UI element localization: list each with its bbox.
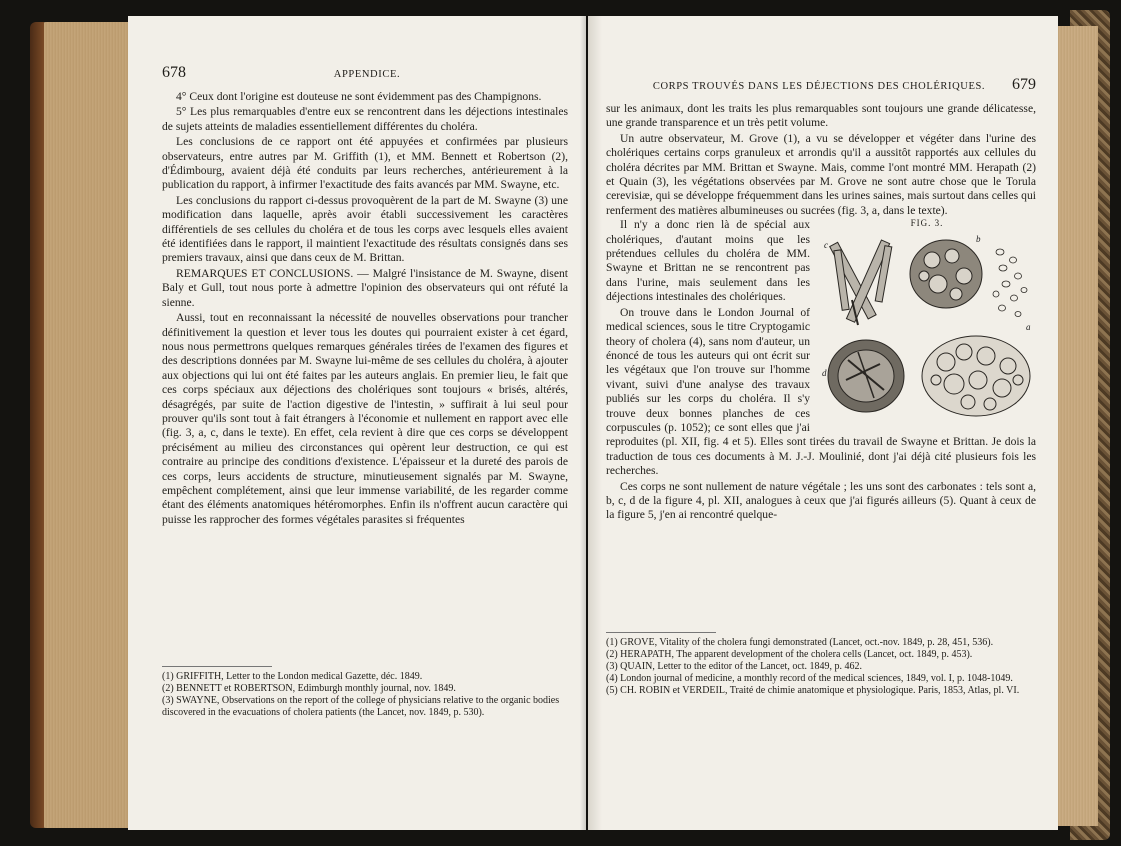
paragraph: On trouve dans le London Journal of medical sciences, sous le titre Cryptogamic theory of cholera (4), sans nom d'auteur, un énoncé de tous les auteurs qui ont écrit sur les végétaux que l'on trouve sur l'homme vivant, suivi d'une analyse des travaux publiés sur les corps du choléra. Il s'y trouve deux bonnes planches de ces corpuscules (p. 1052); ce sont elles que j'ai reproduites (pl. XII, fig. 4 et 5). Elles sont tirées du travail de Swayne et Brittan. Je dois la traduction de tous ces documents à M. J.-J. Moulinié, dont j'ai déjà cité plusieurs fois les recherches. <box>606 305 1036 478</box>
footnote: (1) GROVE, Vitality of the cholera fungi demonstrated (Lancet, oct.-nov. 1849, p. 28, 451, 536). <box>606 637 994 648</box>
footnote-separator <box>606 632 716 633</box>
right-page <box>588 16 1058 830</box>
figure-letter: c <box>824 240 828 251</box>
page-edges-right <box>1052 26 1098 826</box>
left-page <box>128 16 586 830</box>
left-running-head: APPENDICE. <box>333 69 401 80</box>
footnote-separator <box>162 666 272 667</box>
right-footnotes <box>606 632 1036 697</box>
footnote: (4) London journal of medicine, a monthly record of the medical sciences, 1849, vol. I, p. 1048-1049. <box>606 673 1013 684</box>
footnote: (5) CH. ROBIN et VERDEIL, Traité de chimie anatomique et physiologique. Paris, 1853, Atlas, pl. VI. <box>606 685 1020 696</box>
figure-3-engraving <box>818 230 1036 426</box>
footnote: (2) HERAPATH, The apparent development of the cholera cells (Lancet, oct. 1849, p. 453). <box>606 649 973 660</box>
paragraph: Un autre observateur, M. Grove (1), a vu se développer et végéter dans l'urine des cholériques certains corps granuleux et arrondis qu'il a aussitôt rapportés aux cellules du choléra décrites par MM. Brittan et Swayne. Mais, comme l'ont montré MM. Herapath (2) et Quain (3), les végétations observées par M. Grove ne sont autre chose que le Torula cerevisiæ, qui se développe fréquemment dans les urines saines, mais surtout dans celles qui renferment des matières albumineuses ou sucrées (fig. 3, a, dans le texte). <box>606 131 1036 217</box>
paragraph: Aussi, tout en reconnaissant la nécessité de nouvelles observations pour trancher définitivement la question et lever tous les doutes qui pourraient exister à cet égard, nous nous permettrons quelques remarques générales tirées de l'examen des figures et des descriptions données par M. Swayne lui-même de ses cellules du choléra, à ajouter aux objections qui lui ont été faites par les auteurs anglais. En premier lieu, le fait que ces corps spéciaux aux déjections des cholériques sont toujours « brisés, altérés, désagrégés, par suite de l'action digestive de l'intestin, » suffirait à lui seul pour prouver qu'ils sont tout à fait étrangers à l'économie et nullement en rapport avec elle (fig. 3, a, c, dans le texte). En effet, cela revient à dire que ces corps se développent précisément au milieu des circonstances qui opèrent leur destruction, ce qui est contraire au principe des conditions d'existence. L'épaisseur et la dureté des parois de ces corps, leurs accidents de structure, minutieusement signalés par M. Swayne, empêchent complétement, ainsi que leur immense variabilité, de les regarder comme étant des éléments anatomiques hétéromorphes. Enfin ils n'offrent aucun caractère qui puisse les rapprocher des formes végétales parasites si fréquentes <box>162 311 568 526</box>
right-running-head: CORPS TROUVÉS DANS LES DÉJECTIONS DES CHOLÉRIQUES. <box>652 81 986 92</box>
figure-letter: b <box>976 234 981 245</box>
left-page-header <box>162 64 568 86</box>
paragraph: Il n'y a donc rien là de spécial aux cholériques, d'autant moins que les prétendues cellules du choléra de MM. Swayne et Brittan ne se rencontrent pas dans l'urine, mais seulement dans les déjections intestinales des cholériques. <box>606 218 810 304</box>
paragraph: Ces corps ne sont nullement de nature végétale ; les uns sont des carbonates : tels sont a, b, c, d de la figure 4, pl. XII, analogues à ceux que j'ai figurés ailleurs (5). Quant à ceux de la figure 5, j'en ai rencontré quelque- <box>606 479 1036 522</box>
figure-letter: a <box>1026 322 1031 333</box>
paragraph: REMARQUES ET CONCLUSIONS. — Malgré l'insistance de M. Swayne, disent Baly et Gull, tout nous porte à admettre l'opinion des observateurs qui ont réfuté la sienne. <box>162 266 568 309</box>
fig-rings-drawing <box>922 336 1030 416</box>
figure-label: FIG. 3. <box>910 218 944 229</box>
figure-letter: d <box>822 368 827 379</box>
paragraph: 5° Les plus remarquables d'entre eux se rencontrent dans les déjections intestinales de sujets atteints de maladies essentiellement différentes du choléra. <box>162 105 568 133</box>
left-footnotes <box>162 666 568 719</box>
figure-3 <box>818 218 1036 428</box>
footnote: (3) QUAIN, Letter to the editor of the Lancet, oct. 1849, p. 462. <box>606 661 863 672</box>
footnote: (3) SWAYNE, Observations on the report of the college of physicians relative to the organic bodies discovered in the evacuations of cholera patients (the Lancet, nov. 1849, p. 530). <box>162 695 560 718</box>
paragraph: Les conclusions du rapport ci-dessus provoquèrent de la part de M. Swayne (3) une modification dans laquelle, après avoir établi successivement les caractères différentiels de ses cellules du choléra et de tous les corps avec lesquels elles avaient été identifiées dans le rapport, il maintient l'exactitude des résultats consignés dans ses premiers travaux, ainsi que dans ceux de M. Brittan. <box>162 193 568 265</box>
right-page-number: 679 <box>1011 76 1036 93</box>
fig-cluster-drawing <box>910 240 982 308</box>
fig-oval-body-drawing <box>828 340 904 412</box>
paragraph: 4° Ceux dont l'origine est douteuse ne sont évidemment pas des Champignons. <box>176 90 542 103</box>
left-page-number: 678 <box>162 64 186 81</box>
right-page-header <box>606 76 1036 98</box>
page-edges-left <box>40 22 132 828</box>
right-page-body <box>606 102 1036 523</box>
left-page-body <box>162 90 568 527</box>
paragraph: sur les animaux, dont les traits les plus remarquables sont toujours une grande délicatesse, une grande transparence et un très petit volume. <box>606 102 1036 130</box>
footnote: (2) BENNETT et ROBERTSON, Edimburgh monthly journal, nov. 1849. <box>162 683 456 694</box>
footnote: (1) GRIFFITH, Letter to the London medical Gazette, déc. 1849. <box>162 671 423 682</box>
paragraph: Les conclusions de ce rapport ont été appuyées et confirmées par plusieurs observateurs, entre autres par M. Griffith (1), et MM. Bennett et Robertson (2), d'Édimbourg, avaient déjà été conduits par leurs recherches, antérieurement à la publication du rapport, à infirmer l'exactitude des faits avancés par MM. Swayne, etc. <box>162 135 568 192</box>
